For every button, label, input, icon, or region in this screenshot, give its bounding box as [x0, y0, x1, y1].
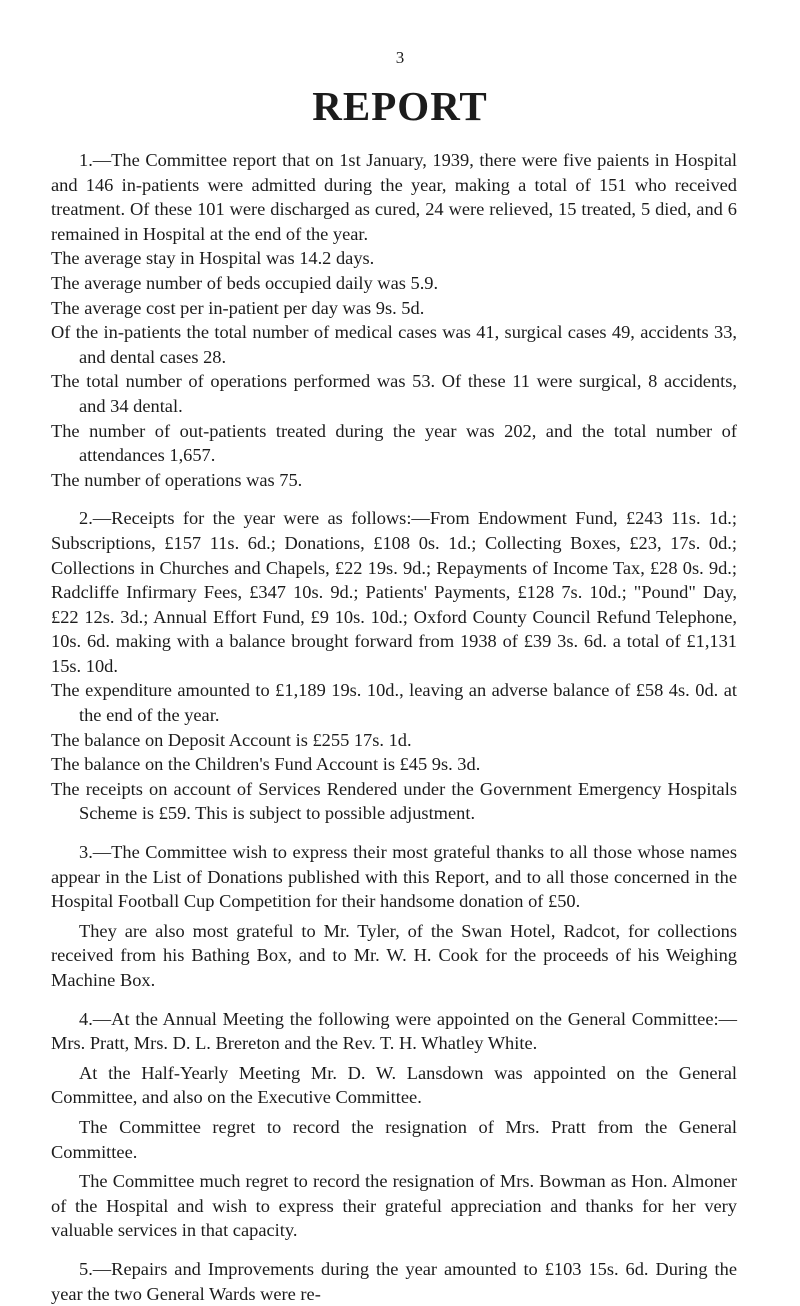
- paragraph-deposit-account: The balance on Deposit Account is £255 17s. 1d.: [51, 729, 412, 750]
- paragraph-beds-occupied: The average number of beds occupied daily was 5.9.: [51, 272, 439, 293]
- paragraph-case-totals: Of the in-patients the total number of medical cases was 41, surgical cases 49, accidents 33, and dental cases 28.: [51, 322, 737, 367]
- paragraph-average-stay: The average stay in Hospital was 14.2 days.: [51, 248, 375, 269]
- report-body: [51, 148, 737, 1306]
- paragraph-emergency-scheme: The receipts on account of Services Rendered under the Government Emergency Hospitals Scheme is £59. This is subject to possible adjustment.: [51, 778, 737, 824]
- paragraph-average-cost: The average cost per in-patient per day was 9s. 5d.: [51, 297, 425, 318]
- paragraph-3: 3.—The Committee wish to express their most grateful thanks to all those whose names appear in the List of Donations published with this Report, and to all those concerned in the Hospital Football Cup Competition for their handsome donation of £50.: [51, 842, 737, 912]
- page-title: REPORT: [312, 83, 488, 129]
- paragraph-thanks-tyler: They are also most grateful to Mr. Tyler, of the Swan Hotel, Radcot, for collections received from his Bathing Box, and to Mr. W. H. Cook for the proceeds of his Weighing Machine Box.: [51, 920, 737, 990]
- paragraph-out-patients: The number of out-patients treated during the year was 202, and the total number of attendances 1,657.: [51, 420, 737, 466]
- paragraph-resignation-pratt: The Committee regret to record the resignation of Mrs. Pratt from the General Committee.: [51, 1116, 737, 1162]
- paragraph-expenditure: The expenditure amounted to £1,189 19s. 10d., leaving an adverse balance of £58 4s. 0d. at the end of the year.: [51, 680, 737, 726]
- paragraph-childrens-fund: The balance on the Children's Fund Account is £45 9s. 3d.: [51, 754, 481, 775]
- paragraph-out-patient-operations: The number of operations was 75.: [51, 469, 303, 490]
- paragraph-resignation-bowman: The Committee much regret to record the resignation of Mrs. Bowman as Hon. Almoner of the Hospital and wish to express their grateful appreciation and thanks for her very valuable services in that capacity.: [51, 1171, 737, 1241]
- page-number: 3: [395, 48, 405, 67]
- paragraph-1: 1.—The Committee report that on 1st January, 1939, there were five paients in Hospital and 146 in-patients were admitted during the year, making a total of 151 who received treatment. Of these 101 were discharged as cured, 24 were relieved, 15 treated, 5 died, and 6 remained in Hospital at the end of the year.: [51, 150, 737, 244]
- paragraph-5: 5.—Repairs and Improvements during the year amounted to £103 15s. 6d. During the year the two General Wards were re-: [51, 1258, 737, 1304]
- paragraph-4: 4.—At the Annual Meeting the following were appointed on the General Committee:—Mrs. Pratt, Mrs. D. L. Brereton and the Rev. T. H. Whatley White.: [51, 1008, 737, 1054]
- paragraph-operations: The total number of operations performed was 53. Of these 11 were surgical, 8 accidents, and 34 dental.: [51, 371, 737, 416]
- paragraph-half-yearly-meeting: At the Half-Yearly Meeting Mr. D. W. Lansdown was appointed on the General Committee, and also on the Executive Committee.: [51, 1062, 737, 1108]
- paragraph-2: 2.—Receipts for the year were as follows:—From Endowment Fund, £243 11s. 1d.; Subscriptions, £157 11s. 6d.; Donations, £108 0s. 1d.; Collecting Boxes, £23, 17s. 0d.; Collections in Churches and Chapels, £22 19s. 9d.; Repayments of Income Tax, £28 0s. 9d.; Radcliffe Infirmary Fees, £347 10s. 9d.; Patients' Payments, £128 7s. 10d.; "Pound" Day, £22 12s. 3d.; Annual Effort Fund, £9 10s. 10d.; Oxford County Council Refund Telephone, 10s. 6d. making with a balance brought forward from 1938 of £39 3s. 6d. a total of £1,131 15s. 10d.: [51, 508, 737, 676]
